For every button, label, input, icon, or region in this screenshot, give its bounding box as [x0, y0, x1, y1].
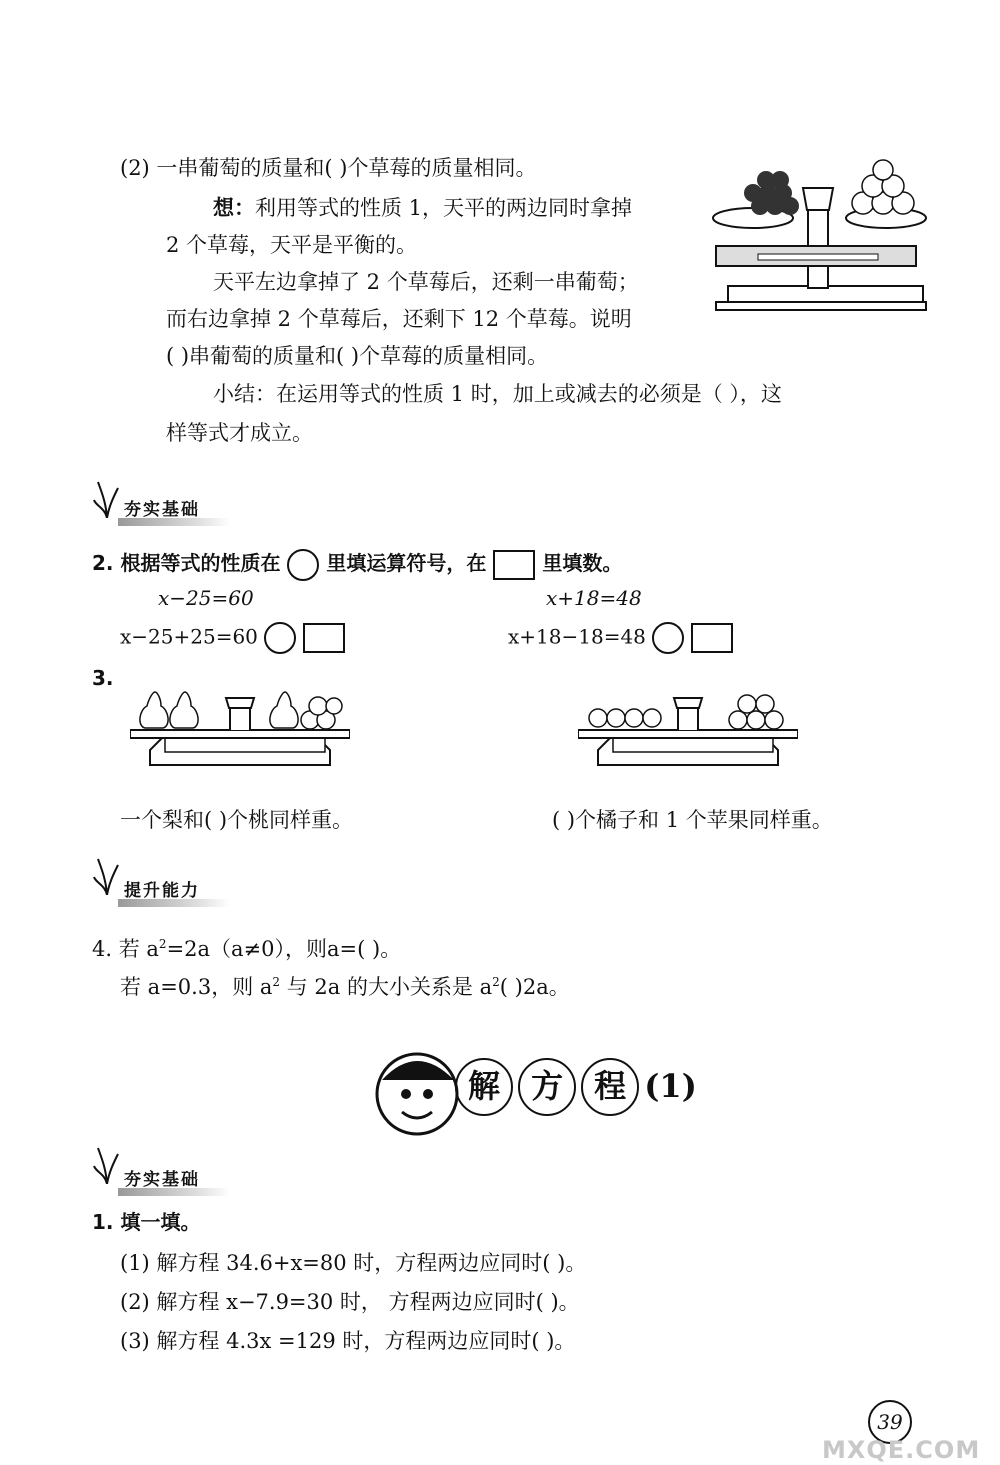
- q2-right-eq2: x+18−18=48: [508, 624, 646, 649]
- balance-grapes-strawberries-image: [708, 158, 928, 313]
- q1-item: (3) 解方程 4.3x =129 时，方程两边应同时( )。: [120, 1329, 576, 1353]
- operator-circle-left[interactable]: [264, 622, 296, 654]
- q3-number: 3.: [92, 666, 114, 690]
- q2-sub-line3: 2 个草莓，天平是平衡的。: [166, 233, 418, 257]
- q2-sub-line4: 天平左边拿掉了 2 个草莓后，还剩一串葡萄；: [213, 270, 639, 294]
- q4-l2c: ( )2a。: [499, 975, 570, 999]
- q3-right-answer: ( )个橘子和 1 个苹果同样重。: [552, 808, 833, 832]
- q4-line2: [120, 967, 570, 1002]
- think-text: 利用等式的性质 1，天平的两边同时拿掉: [255, 196, 633, 220]
- section-header-basic-2: [92, 1162, 242, 1196]
- section-title: 夯实基础: [124, 500, 200, 520]
- q4-sup: 2: [272, 975, 281, 989]
- q2-mid: 里填运算符号，在: [326, 551, 487, 575]
- watermark: MXQE.COM: [822, 1436, 981, 1464]
- section-header-basic: [92, 492, 242, 526]
- section-header-improve: [92, 873, 242, 907]
- plant-icon: [92, 855, 122, 895]
- q2-pre: 2. 根据等式的性质在: [92, 551, 281, 575]
- q4-sup: 2: [158, 937, 167, 951]
- summary-line2: 样等式才成立。: [166, 421, 313, 445]
- q4-line1: [92, 929, 401, 964]
- number-box-right[interactable]: [691, 623, 733, 653]
- q2-instruction: [92, 548, 622, 581]
- q4-l1a: 4. 若 a: [92, 937, 159, 961]
- balance-oranges-apples-image: [578, 680, 798, 785]
- q2-post: 里填数。: [542, 551, 623, 575]
- q1-heading: 1. 填一填。: [92, 1210, 201, 1234]
- q2-sub-line5: 而右边拿掉 2 个草莓后，还剩下 12 个草莓。说明: [166, 307, 632, 331]
- q1-item: (1) 解方程 34.6+x=80 时，方程两边应同时( )。: [120, 1251, 587, 1275]
- lesson-title-char: 方: [518, 1058, 576, 1116]
- q4-l1b: =2a（a≠0），则a=( )。: [166, 937, 402, 961]
- lesson-title: [455, 1058, 697, 1116]
- q2-sub-line1: (2) 一串葡萄的质量和( )个草莓的质量相同。: [120, 156, 537, 180]
- section-title: 夯实基础: [124, 1170, 200, 1190]
- q2-right-eq2-row: [508, 622, 733, 654]
- think-label: 想：: [213, 195, 255, 220]
- q2-sub-line6: ( )串葡萄的质量和( )个草莓的质量相同。: [166, 344, 549, 368]
- summary-line1: 小结：在运用等式的性质 1 时，加上或减去的必须是（ ），这: [213, 382, 782, 406]
- page-number: 39: [868, 1400, 912, 1444]
- q3-left-answer: 一个梨和( )个桃同样重。: [120, 808, 354, 832]
- q2-left-eq2: x−25+25=60: [120, 624, 258, 649]
- q1-item: (2) 解方程 x−7.9=30 时， 方程两边应同时( )。: [120, 1290, 580, 1314]
- section-title: 提升能力: [124, 881, 200, 901]
- q2-left-eq2-row: [120, 622, 345, 654]
- q4-l2b: 与 2a 的大小关系是 a: [280, 975, 493, 999]
- lesson-title-char: 程: [581, 1058, 639, 1116]
- number-box-sample: [493, 550, 535, 580]
- operator-circle-sample: [287, 549, 319, 581]
- cartoon-boy-icon: [372, 1042, 462, 1142]
- q4-l2a: 若 a=0.3，则 a: [120, 975, 273, 999]
- number-box-left[interactable]: [303, 623, 345, 653]
- plant-icon: [92, 1144, 122, 1184]
- balance-pears-peaches-image: [130, 680, 350, 785]
- lesson-title-char: 解: [455, 1058, 513, 1116]
- q2-left-eq1: x−25=60: [158, 586, 254, 610]
- lesson-title-number: (1): [644, 1067, 697, 1105]
- q2-sub-line2: [213, 193, 632, 223]
- q4-sup: 2: [492, 975, 500, 989]
- plant-icon: [92, 478, 122, 518]
- q2-right-eq1: x+18=48: [546, 586, 642, 610]
- operator-circle-right[interactable]: [652, 622, 684, 654]
